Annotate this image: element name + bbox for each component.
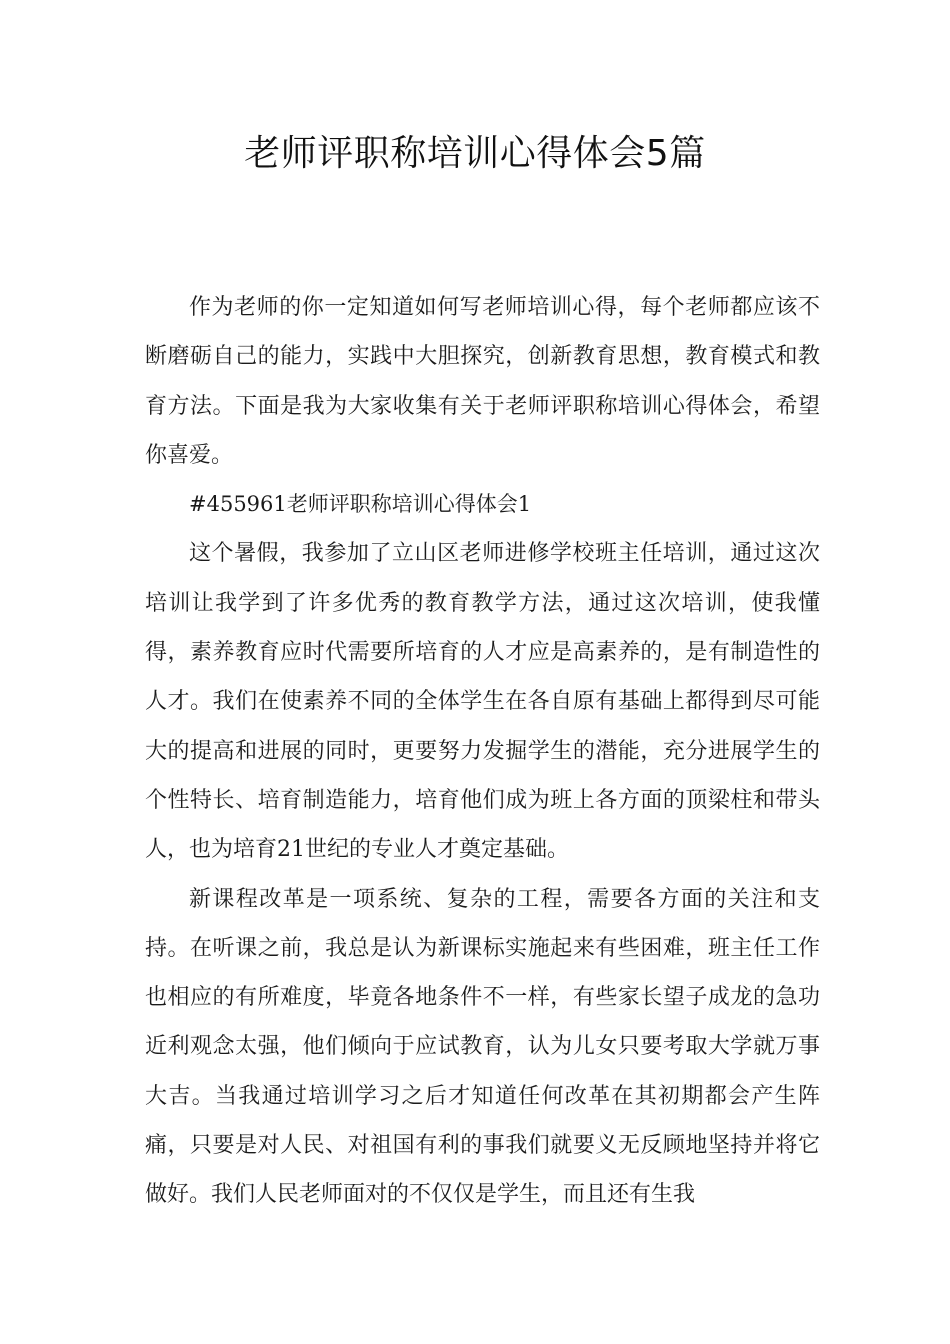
document-title: 老师评职称培训心得体会5篇 (244, 133, 706, 174)
intro-paragraph: 作为老师的你一定知道如何写老师培训心得，每个老师都应该不断磨砺自己的能力，实践中大胆探究，创新教育思想，教育模式和教育方法。下面是我为大家收集有关于老师评职称培训心得体会，希望你喜爱。 (145, 295, 820, 468)
body-paragraph: 新课程改革是一项系统、复杂的工程，需要各方面的关注和支持。在听课之前，我总是认为新课标实施起来有些困难，班主任工作也相应的有所难度，毕竟各地条件不一样，有些家长望子成龙的急功近利观念太强，他们倾向于应试教育，认为儿女只要考取大学就万事大吉。当我通过培训学习之后才知道任何改革在其初期都会产生阵痛，只要是对人民、对祖国有利的事我们就要义无反顾地坚持并将它做好。我们人民老师面对的不仅仅是学生，而且还有生我 (145, 886, 820, 1208)
section-heading: #455961老师评职称培训心得体会1 (189, 492, 532, 517)
body-paragraph: 这个暑假，我参加了立山区老师进修学校班主任培训，通过这次培训让我学到了许多优秀的教育教学方法，通过这次培训，使我懂得，素养教育应时代需要所培育的人才应是高素养的，是有制造性的人才。我们在使素养不同的全体学生在各自原有基础上都得到尽可能大的提高和进展的同时，更要努力发掘学生的潜能，充分进展学生的个性特长、培育制造能力，培育他们成为班上各方面的顶梁柱和带头人，也为培育21世纪的专业人才奠定基础。 (145, 541, 820, 863)
document-body (145, 283, 820, 1220)
